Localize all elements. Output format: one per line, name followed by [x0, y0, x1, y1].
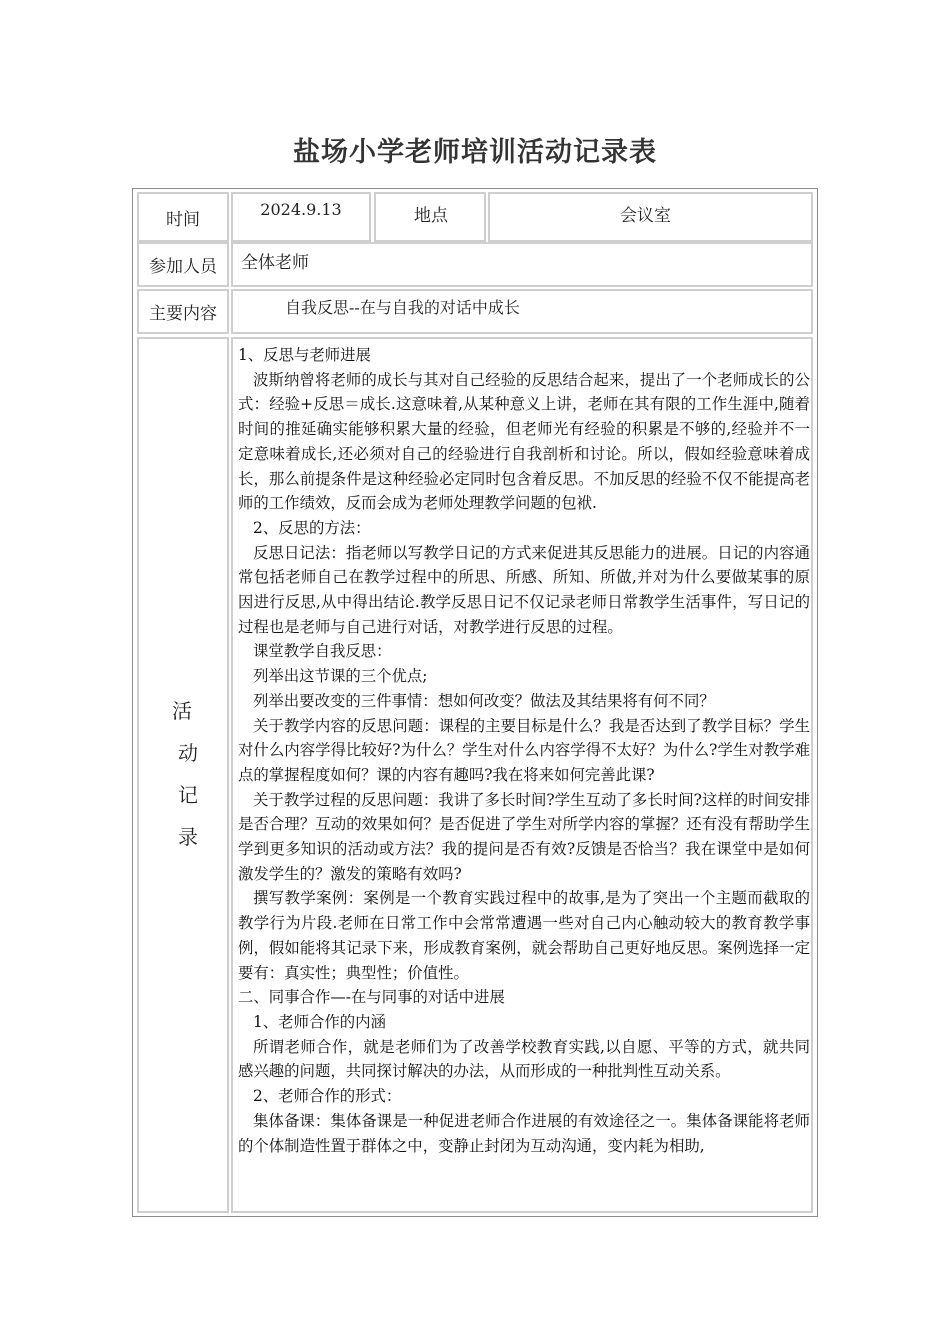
place-label: 地点: [414, 206, 448, 226]
section-heading: 1、反思与老师进展: [238, 346, 371, 364]
content-label: 主要内容: [149, 304, 217, 324]
content-value-cell: [231, 289, 813, 334]
paragraph: 列举出这节课的三个优点;: [253, 667, 428, 686]
time-value-cell: [231, 192, 371, 242]
participants-value: 全体老师: [241, 253, 309, 273]
paragraph: 关于教学内容的反思问题：课程的主要目标是什么？我是否达到了教学目标？学生对什么内容学得比较好?为什么？学生对什么内容学得不太好？为什么?学生对教学难点的掌握程度如何？课的内容有趣吗?我在将来如何完善此课?: [238, 716, 810, 784]
section-heading: 二、同事合作—-在与同事的对话中进展: [238, 988, 505, 1007]
content-value: 自我反思--在与自我的对话中成长: [285, 298, 520, 317]
paragraph: 课堂教学自我反思：: [253, 642, 392, 661]
document-title: 盐场小学老师培训活动记录表: [293, 137, 657, 168]
time-label: 时间: [166, 209, 200, 230]
place-label-cell: [374, 192, 486, 242]
paragraph: 所谓老师合作，就是老师们为了改善学校教育实践,以自愿、平等的方式，就共同感兴趣的问题，共同探讨解决的办法，从而形成的一种批判性互动关系。: [238, 1037, 810, 1081]
participants-value-cell: [231, 242, 813, 287]
place-value: 会议室: [620, 206, 671, 226]
record-label-char: 动: [178, 741, 198, 765]
record-label-char: 记: [178, 783, 198, 807]
record-body: [238, 343, 810, 1158]
paragraph: 波斯纳曾将老师的成长与其对自己经验的反思结合起来，提出了一个老师成长的公式：经验+反思＝成长.这意味着,从某种意义上讲，老师在其有限的工作生涯中,随着时间的推延确实能够积累大量的经验，但老师光有经验的积累是不够的,经验并不一定意味着成长,还必须对自己的经验进行自我剖析和讨论。所以，假如经验意味着成长，那么前提条件是这种经验必定同时包含着反思。不加反思的经验不仅不能提高老师的工作绩效，反而会成为老师处理教学问题的包袱.: [238, 370, 810, 513]
time-label-cell: [137, 192, 229, 242]
paragraph: 反思日记法：指老师以写教学日记的方式来促进其反思能力的进展。日记的内容通常包括老师自己在教学过程中的所思、所感、所知、所做,并对为什么要做某事的原因进行反思,从中得出结论.教学反思日记不仅记录老师日常教学生活事件，写日记的过程也是老师与自己进行对话，对教学进行反思的过程。: [238, 543, 810, 636]
paragraph: 关于教学过程的反思问题：我讲了多长时间?学生互动了多长时间?这样的时间安排是否合理？互动的效果如何？是否促进了学生对所学内容的掌握？还有没有帮助学生学到更多知识的活动或方法？我的提问是否有效?反馈是否恰当？我在课堂中是如何激发学生的？激发的策略有效吗?: [238, 790, 810, 883]
place-value-cell: [488, 192, 813, 242]
participants-label: 参加人员: [149, 257, 217, 277]
section-heading: 2、老师合作的形式：: [253, 1087, 402, 1106]
paragraph: 撰写教学案例：案例是一个教育实践过程中的故事,是为了突出一个主题而截取的教学行为片段.老师在日常工作中会常常遭遇一些对自己内心触动较大的教育教学事例，假如能将其记录下来，形成教育案例，就会帮助自己更好地反思。案例选择一定要有：真实性；典型性；价值性。: [238, 889, 810, 982]
participants-label-cell: [137, 242, 229, 287]
paragraph: 列举出要改变的三件事情：想如何改变？做法及其结果将有何不同？: [253, 691, 715, 710]
record-label-char: 录: [178, 825, 198, 849]
time-value: 2024.9.13: [260, 200, 342, 219]
paragraph: 集体备课：集体备课是一种促进老师合作进展的有效途径之一。集体备课能将老师的个体制造性置于群体之中，变静止封闭为互动沟通，变内耗为相助,: [238, 1111, 810, 1155]
record-label-char: 活: [172, 699, 192, 723]
record-vertical-label: [166, 690, 210, 858]
section-heading: 2、反思的方法：: [253, 518, 371, 537]
content-label-cell: [137, 289, 229, 334]
section-heading: 1、老师合作的内涵: [253, 1012, 386, 1031]
